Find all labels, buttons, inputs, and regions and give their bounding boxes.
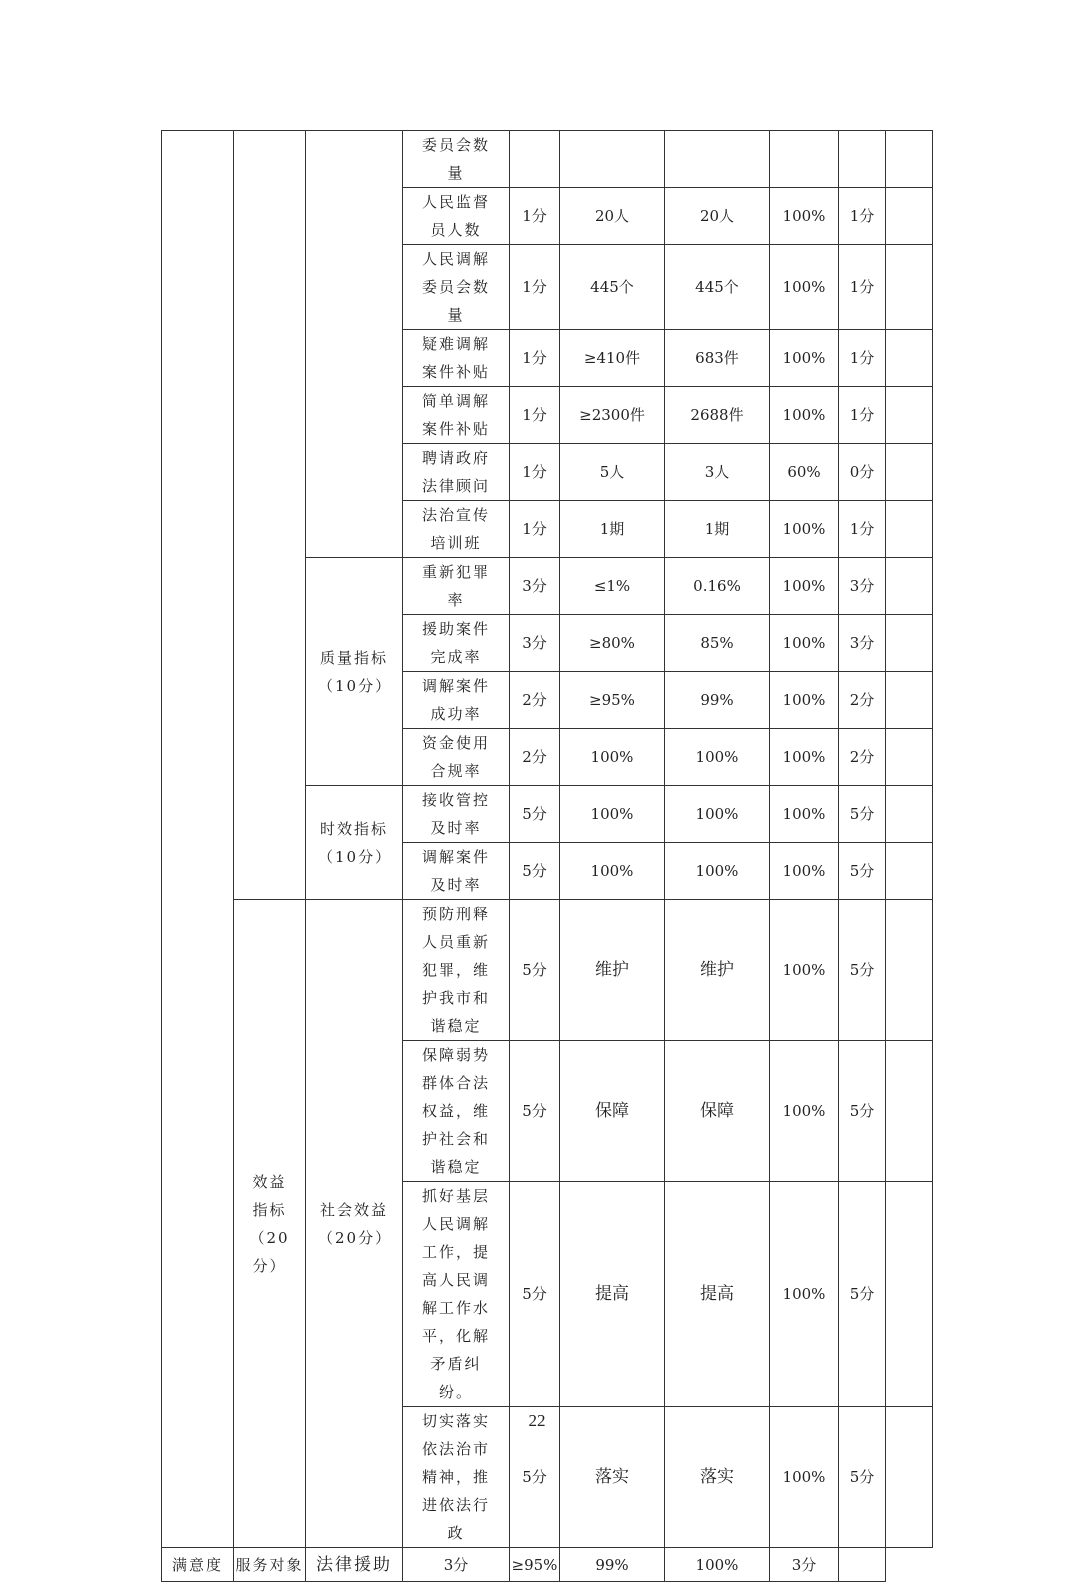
score-cell: 3分 xyxy=(839,615,886,672)
indicator-cell: 法律援助 xyxy=(306,1548,403,1582)
score-cell xyxy=(839,131,886,188)
target-cell: 提高 xyxy=(560,1182,665,1407)
weight-cell: 3分 xyxy=(403,1548,510,1582)
weight-cell: 1分 xyxy=(510,387,560,444)
actual-cell: 445个 xyxy=(665,245,770,330)
score-cell: 3分 xyxy=(839,558,886,615)
actual-cell: 提高 xyxy=(665,1182,770,1407)
target-cell: ≥95% xyxy=(510,1548,560,1582)
actual-cell: 99% xyxy=(665,672,770,729)
weight-cell: 5分 xyxy=(510,1407,560,1548)
indicator-cell: 保障弱势群体合法权益，维护社会和谐稳定 xyxy=(403,1041,510,1182)
rate-cell: 100% xyxy=(770,1041,839,1182)
score-cell: 2分 xyxy=(839,672,886,729)
rate-cell: 100% xyxy=(770,615,839,672)
weight-cell: 1分 xyxy=(510,330,560,387)
actual-cell: 100% xyxy=(665,786,770,843)
weight-cell: 5分 xyxy=(510,843,560,900)
target-cell: 保障 xyxy=(560,1041,665,1182)
remark-cell xyxy=(886,615,933,672)
table-row xyxy=(162,131,933,188)
actual-cell: 1期 xyxy=(665,501,770,558)
weight-cell xyxy=(510,131,560,188)
table-row xyxy=(162,1548,933,1582)
indicator-cell: 聘请政府法律顾问 xyxy=(403,444,510,501)
level3-cell-blank xyxy=(306,131,403,558)
rate-cell: 100% xyxy=(770,501,839,558)
score-cell: 5分 xyxy=(839,900,886,1041)
weight-cell: 3分 xyxy=(510,615,560,672)
target-cell: ≥2300件 xyxy=(560,387,665,444)
weight-cell: 3分 xyxy=(510,558,560,615)
score-cell: 0分 xyxy=(839,444,886,501)
rate-cell: 100% xyxy=(770,330,839,387)
rate-cell: 100% xyxy=(770,729,839,786)
indicator-cell: 调解案件成功率 xyxy=(403,672,510,729)
remark-cell xyxy=(886,131,933,188)
rate-cell: 100% xyxy=(770,1182,839,1407)
score-cell: 2分 xyxy=(839,729,886,786)
score-cell: 5分 xyxy=(839,1182,886,1407)
weight-cell: 2分 xyxy=(510,672,560,729)
target-cell: ≥95% xyxy=(560,672,665,729)
remark-cell xyxy=(886,1182,933,1407)
actual-cell: 3人 xyxy=(665,444,770,501)
indicator-cell: 法治宣传培训班 xyxy=(403,501,510,558)
score-cell: 5分 xyxy=(839,843,886,900)
rate-cell: 100% xyxy=(770,786,839,843)
target-cell: 1期 xyxy=(560,501,665,558)
target-cell: ≥410件 xyxy=(560,330,665,387)
rate-cell: 100% xyxy=(770,387,839,444)
weight-cell: 5分 xyxy=(510,1041,560,1182)
indicator-cell: 疑难调解案件补贴 xyxy=(403,330,510,387)
actual-cell: 落实 xyxy=(665,1407,770,1548)
actual-cell: 20人 xyxy=(665,188,770,245)
indicator-cell: 委员会数量 xyxy=(403,131,510,188)
indicator-cell: 重新犯罪率 xyxy=(403,558,510,615)
score-cell: 5分 xyxy=(839,1041,886,1182)
remark-cell xyxy=(886,245,933,330)
score-cell: 1分 xyxy=(839,387,886,444)
remark-cell xyxy=(886,672,933,729)
indicator-cell: 援助案件完成率 xyxy=(403,615,510,672)
indicator-cell: 资金使用合规率 xyxy=(403,729,510,786)
weight-cell: 1分 xyxy=(510,245,560,330)
indicator-cell: 简单调解案件补贴 xyxy=(403,387,510,444)
remark-cell xyxy=(886,900,933,1041)
remark-cell xyxy=(886,444,933,501)
target-cell: 100% xyxy=(560,843,665,900)
remark-cell xyxy=(886,501,933,558)
weight-cell: 5分 xyxy=(510,1182,560,1407)
indicator-cell: 切实落实依法治市精神，推进依法行政 xyxy=(403,1407,510,1548)
actual-cell: 维护 xyxy=(665,900,770,1041)
rate-cell xyxy=(770,131,839,188)
target-cell: 5人 xyxy=(560,444,665,501)
rate-cell: 100% xyxy=(770,672,839,729)
target-cell: 20人 xyxy=(560,188,665,245)
remark-cell xyxy=(886,330,933,387)
level1-cell-blank xyxy=(162,131,234,1548)
target-cell: 100% xyxy=(560,729,665,786)
target-cell: 维护 xyxy=(560,900,665,1041)
weight-cell: 5分 xyxy=(510,900,560,1041)
rate-cell: 100% xyxy=(770,900,839,1041)
actual-cell: 100% xyxy=(665,729,770,786)
indicator-cell: 人民监督员人数 xyxy=(403,188,510,245)
score-cell: 3分 xyxy=(770,1548,839,1582)
target-cell: 落实 xyxy=(560,1407,665,1548)
weight-cell: 1分 xyxy=(510,188,560,245)
remark-cell xyxy=(886,1041,933,1182)
score-cell: 1分 xyxy=(839,245,886,330)
score-cell: 1分 xyxy=(839,330,886,387)
actual-cell: 2688件 xyxy=(665,387,770,444)
actual-cell: 100% xyxy=(665,843,770,900)
indicator-cell: 调解案件及时率 xyxy=(403,843,510,900)
weight-cell: 1分 xyxy=(510,444,560,501)
rate-cell: 100% xyxy=(770,558,839,615)
rate-cell: 100% xyxy=(665,1548,770,1582)
level2-cell-blank xyxy=(234,131,306,900)
rate-cell: 100% xyxy=(770,843,839,900)
indicator-cell: 接收管控及时率 xyxy=(403,786,510,843)
remark-cell xyxy=(886,558,933,615)
weight-cell: 2分 xyxy=(510,729,560,786)
target-cell: ≥80% xyxy=(560,615,665,672)
score-cell: 5分 xyxy=(839,786,886,843)
target-cell: ≤1% xyxy=(560,558,665,615)
quality-indicator-label: 质量指标（10分） xyxy=(306,558,403,786)
actual-cell: 85% xyxy=(665,615,770,672)
actual-cell: 683件 xyxy=(665,330,770,387)
indicator-cell: 预防刑释人员重新犯罪，维护我市和谐稳定 xyxy=(403,900,510,1041)
remark-cell xyxy=(886,786,933,843)
remark-cell xyxy=(886,843,933,900)
satisfaction-label: 满意度 xyxy=(162,1548,234,1582)
target-cell: 100% xyxy=(560,786,665,843)
indicator-cell: 抓好基层人民调解工作，提高人民调解工作水平，化解矛盾纠纷。 xyxy=(403,1182,510,1407)
remark-cell xyxy=(886,188,933,245)
target-cell xyxy=(560,131,665,188)
social-benefit-label: 社会效益（20分） xyxy=(306,900,403,1548)
rate-cell: 100% xyxy=(770,245,839,330)
score-cell: 1分 xyxy=(839,188,886,245)
target-cell: 445个 xyxy=(560,245,665,330)
indicator-cell: 人民调解委员会数量 xyxy=(403,245,510,330)
actual-cell: 0.16% xyxy=(665,558,770,615)
timeliness-indicator-label: 时效指标（10分） xyxy=(306,786,403,900)
remark-cell xyxy=(886,729,933,786)
actual-cell: 保障 xyxy=(665,1041,770,1182)
actual-cell: 99% xyxy=(560,1548,665,1582)
rate-cell: 60% xyxy=(770,444,839,501)
page-number: 22 xyxy=(528,1411,546,1430)
benefit-indicator-label: 效益指标（20分） xyxy=(234,900,306,1548)
remark-cell xyxy=(839,1548,886,1582)
score-cell: 1分 xyxy=(839,501,886,558)
weight-cell: 1分 xyxy=(510,501,560,558)
rate-cell: 100% xyxy=(770,188,839,245)
performance-indicator-table xyxy=(161,130,933,1582)
score-cell: 5分 xyxy=(839,1407,886,1548)
rate-cell: 100% xyxy=(770,1407,839,1548)
table-row xyxy=(162,900,933,1041)
remark-cell xyxy=(886,387,933,444)
actual-cell xyxy=(665,131,770,188)
service-object-label: 服务对象 xyxy=(234,1548,306,1582)
weight-cell: 5分 xyxy=(510,786,560,843)
